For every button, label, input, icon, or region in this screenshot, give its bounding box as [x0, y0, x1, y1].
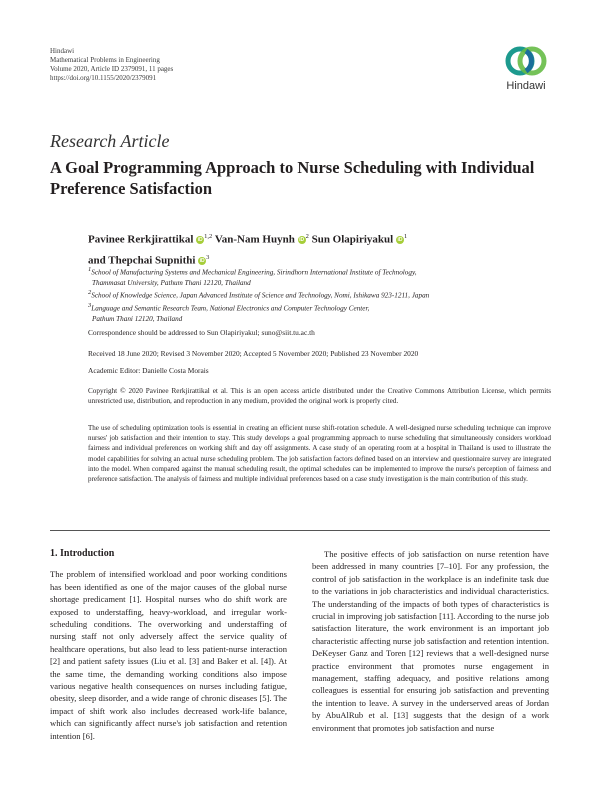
- affiliation-line: $^1$School of Manufacturing Systems and Mechanical Engineering, Sirindhorn International Institute of Technology,: [88, 266, 417, 277]
- volume-info: Volume 2020, Article ID 2379091, 11 pages: [50, 65, 174, 73]
- hindawi-rings-icon: [504, 44, 548, 78]
- body-paragraph: The problem of intensified workload and poor working conditions has been identified as one of the major causes of the global nurse shortage predicament [1]. Hospital nurses who do shift work are exposed to understaffing, heavy-workload, and irregular work-scheduling conditions. The overworking and understaffing of nursing staff not only adversely affect the service quality of healthcare operations, but also lead to less patient-nurse interaction [2] and patient safety issues (Liu et al. [3] and Baker et al. [4]). At the same time, the demanding working conditions also impose various negative health consequences on nurses including fatigue, obesity, sleep disorder, and a wide range of chronic diseases [5]. The impact of shift work also includes decreased work-life balance, which can significantly affect nurse's job satisfaction and retention intention [6].: [50, 569, 287, 741]
- abstract: The use of scheduling optimization tools is essential in creating an efficient nurse shift-rotation schedule. A well-designed nurse scheduling technique can improve nurses' job satisfaction and their intention to stay. This study develops a goal programming approach to nurse scheduling that simultaneously considers workload fairness and individual preferences on working shift and day off assignments. A case study of an operating room at a hospital in Thailand is used to illustrate the model capabilities for solving an actual nurse scheduling problem. The job satisfaction factors defined based on an interview and questionnaire survey are integrated into the model. When compared against the manual scheduling result, the optimal schedules can be implemented to improve the nurse's perception of fairness and preference satisfaction. The analysis of fairness and multiple individual preferences based on a case study investigation is the main contribution of this study.: [88, 424, 551, 484]
- copyright-notice: Copyright © 2020 Pavinee Rerkjirattikal et al. This is an open access article distributed under the Creative Commons Attribution License, which permits unrestricted use, distribution, and reproduction in any medium, provided the original work is properly cited.: [88, 387, 551, 406]
- journal-name: Mathematical Problems in Engineering: [50, 56, 160, 64]
- section-divider: [50, 530, 550, 531]
- affiliations: [88, 265, 548, 325]
- affiliation-line: Thammasat University, Pathum Thani 12120, Thailand: [92, 278, 251, 287]
- right-column: [312, 548, 549, 734]
- orcid-icon[interactable]: iD: [197, 237, 203, 244]
- hindawi-logo: [494, 44, 558, 92]
- logo-text: Hindawi: [506, 80, 546, 92]
- section-heading: 1. Introduction: [50, 548, 115, 559]
- author-affiliation-mark: 2: [305, 233, 309, 240]
- affiliation-line: $^2$School of Knowledge Science, Japan Advanced Institute of Science and Technology, Nomi, Ishikawa 923-1211, Japan: [88, 289, 430, 300]
- author-name: Van-Nam Huynh: [214, 233, 295, 246]
- left-column: [50, 548, 287, 742]
- orcid-icon[interactable]: iD: [199, 257, 205, 264]
- body-paragraph: The positive effects of job satisfaction on nurse retention have been addressed in many countries [7–10]. For any profession, the control of job satisfaction in the workplace is an indefinite task due to the variations in job characteristics and individual characteristics. The understanding of the impacts of both types of characteristics is crucial in improving job satisfaction [11]. According to the nurse job satisfaction literature, the work environment is an important job characteristic affecting nurse job satisfaction and retention intention. DeKeyser Ganz and Toren [12] reviews that a well-designed nurse practice environment that promotes nurse engagement in management, staffing adequacy, and positive relations among colleagues is essential for ensuring job satisfaction and preventing the intention to leave. A survey in the underserved areas of Jordan by AbuAlRub et al. [13] suggests that the design of a work environment that promotes job satisfaction and nurse: [312, 549, 549, 733]
- correspondence: Correspondence should be addressed to Sun Olapiriyakul; suno@siit.tu.ac.th: [88, 328, 315, 337]
- author-list: [88, 228, 548, 269]
- article-type: Research Article: [50, 131, 170, 151]
- author-name: Sun Olapiriyakul: [311, 233, 394, 246]
- author-affiliation-mark: 1,2: [204, 233, 213, 240]
- publication-dates: Received 18 June 2020; Revised 3 November 2020; Accepted 5 November 2020; Published 23 November 2020: [88, 349, 419, 358]
- doi-link[interactable]: https://doi.org/10.1155/2020/2379091: [50, 74, 157, 82]
- affiliation-line: Pathum Thani 12120, Thailand: [92, 315, 183, 324]
- paper-title: A Goal Programming Approach to Nurse Scheduling with Individual Preference Satisfaction: [50, 158, 535, 198]
- author-name: and Thepchai Supnithi: [88, 254, 196, 267]
- orcid-icon[interactable]: iD: [299, 237, 305, 244]
- orcid-icon[interactable]: iD: [397, 237, 403, 244]
- journal-meta: [50, 47, 173, 83]
- academic-editor: Academic Editor: Danielle Costa Morais: [88, 366, 209, 375]
- author-affiliation-mark: 1: [403, 233, 408, 240]
- publisher-name: Hindawi: [50, 47, 75, 55]
- affiliation-line: $^3$Language and Semantic Research Team, National Electronics and Computer Technology Center,: [88, 302, 370, 313]
- author-name: Pavinee Rerkjirattikal: [88, 233, 194, 246]
- author-affiliation-mark: 3: [206, 253, 210, 261]
